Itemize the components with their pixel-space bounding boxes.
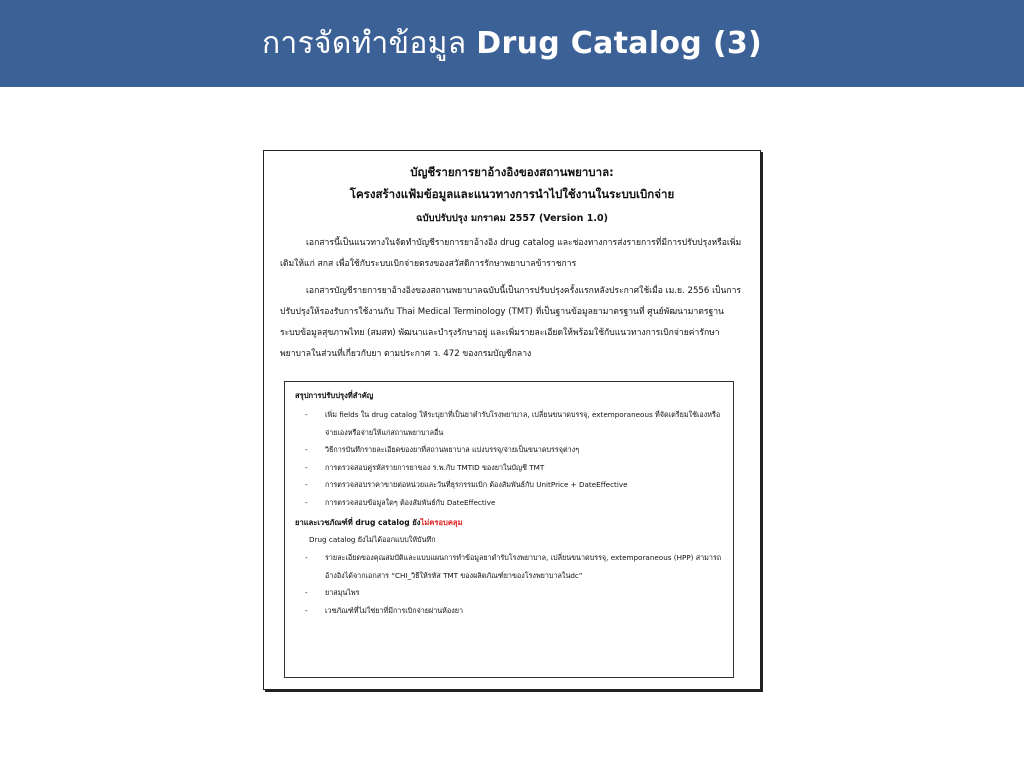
list-item-text: การตรวจสอบคู่รหัสรายการยาของ ร.พ.กับ TMTID ของยาในบัญชี TMT: [325, 462, 545, 472]
slide-title: [262, 20, 762, 67]
dash-bullet: -: [305, 480, 308, 489]
list-item: [295, 476, 723, 494]
list-item-text: วิธีการบันทึกรายละเอียดของยาที่สถานพยาบาล แบ่งบรรจุ/จ่ายเป็นขนาดบรรจุต่างๆ: [325, 445, 580, 454]
list-item: [295, 602, 723, 620]
summary-section-title: สรุปการปรับปรุงที่สำคัญ: [295, 391, 374, 400]
list-item-text: เพิ่ม fields ใน drug catalog ให้ระบุยาที่เป็นยาตำรับโรงพยาบาล, เปลี่ยนขนาดบรรจุ, extemporaneous ที่จัดเตรียมใช้เองหรือจ่ายเองหรือจ่ายให้แก่สถานพยาบาลอื่น: [325, 410, 721, 437]
list-item-text: เวชภัณฑ์ที่ไม่ใช่ยาที่มีการเบิกจ่ายผ่านห้องยา: [325, 605, 463, 615]
dash-bullet: -: [305, 553, 308, 562]
slide-title-english: Drug Catalog (3): [476, 26, 763, 61]
coverage-title-red: ไม่ครอบคลุม: [420, 518, 463, 527]
document-image: [263, 150, 761, 690]
list-item-text: ยาสมุนไพร: [325, 588, 360, 597]
dash-bullet: -: [305, 445, 308, 454]
dash-bullet: -: [305, 462, 308, 472]
coverage-section-title: [295, 515, 723, 531]
document-paragraph-1: เอกสารนี้เป็นแนวทางในจัดทำบัญชีรายการยาอ้างอิง drug catalog และช่องทางการส่งรายการที่มีการปรับปรุงหรือเพิ่มเติมให้แก่ สกส เพื่อใช้กับระบบเบิกจ่ายตรงของสวัสดิการรักษาพยาบาลข้าราชการ: [280, 238, 742, 269]
list-item-text: การตรวจสอบราคาขายต่อหน่วยและวันที่ธุรกรรมเบิก ต้องสัมพันธ์กับ UnitPrice + DateEffective: [325, 480, 628, 489]
list-item: [295, 549, 723, 584]
list-item: [295, 459, 723, 477]
document-version: ฉบับปรับปรุง มกราคม 2557 (Version 1.0): [416, 213, 608, 224]
list-item: [295, 584, 723, 602]
list-item-text: รายละเอียดของคุณสมบัติและแบบแผนการทำข้อมูลยาตำรับโรงพยาบาล, เปลี่ยนขนาดบรรจุ, extemporaneous (HPP) สามารถอ้างอิงได้จากเอกสาร “CHI_วิธีให้รหัส TMT ของผลิตภัณฑ์ยาของโรงพยาบาลในdc”: [325, 553, 722, 580]
list-item: [295, 494, 723, 512]
dash-bullet: -: [305, 497, 308, 507]
dash-bullet: -: [305, 410, 308, 419]
list-item: [295, 406, 723, 441]
document-paragraph-2: เอกสารบัญชีรายการยาอ้างอิงของสถานพยาบาลฉบับนี้เป็นการปรับปรุงครั้งแรกหลังประกาศใช้เมื่อ เม.ย. 2556 เป็นการปรับปรุงให้รองรับการใช้งานกับ Thai Medical Terminology (TMT) ที่เป็นฐานข้อมูลยามาตรฐานที่ ศูนย์พัฒนามาตรฐานระบบข้อมูลสุขภาพไทย (สมสท) พัฒนาและบำรุงรักษาอยู่ และเพิ่มรายละเอียดให้พร้อมใช้กับแนวทางการเบิกจ่ายค่ารักษาพยาบาลในส่วนที่เกี่ยวกับยา ตามประกาศ ว. 472 ของกรมบัญชีกลาง: [280, 286, 742, 359]
title-banner: [0, 0, 1024, 87]
document-title-line1: บัญชีรายการยาอ้างอิงของสถานพยาบาล:: [410, 165, 614, 179]
dash-bullet: -: [305, 588, 308, 597]
slide-title-thai: การจัดทำข้อมูล: [261, 26, 467, 61]
summary-box: [284, 381, 734, 678]
coverage-title-prefix: ยาและเวชภัณฑ์ที่ drug catalog ยัง: [295, 518, 421, 527]
dash-bullet: -: [305, 605, 308, 615]
coverage-note: Drug catalog ยังไม่ได้ออกแบบให้บันทึก: [309, 535, 436, 544]
list-item: [295, 441, 723, 459]
document-title-line2: โครงสร้างแฟ้มข้อมูลและแนวทางการนำไปใช้งานในระบบเบิกจ่าย: [349, 187, 675, 201]
list-item-text: การตรวจสอบข้อมูลใดๆ ต้องสัมพันธ์กับ DateEffective: [325, 497, 496, 507]
